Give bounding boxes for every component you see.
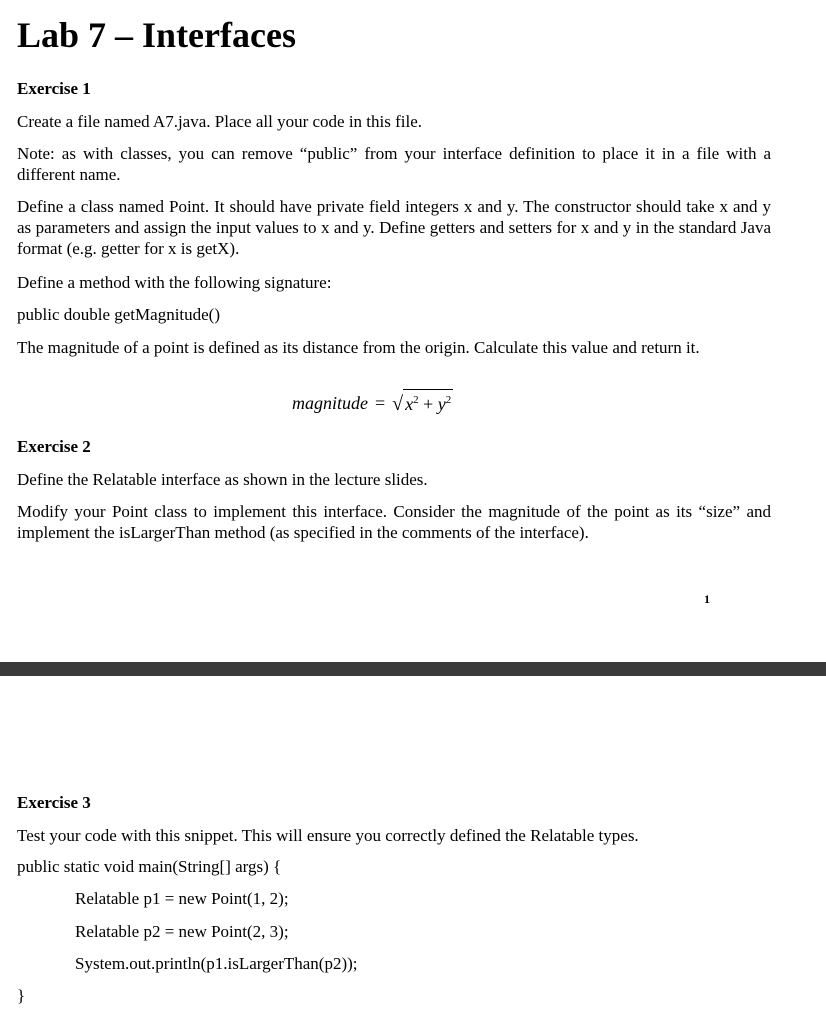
code-line-3: Relatable p2 = new Point(2, 3);: [75, 922, 289, 941]
square-root: [392, 389, 453, 414]
exercise-1-paragraph-5: The magnitude of a point is defined as its distance from the origin. Calculate this value and return it.: [17, 338, 700, 357]
formula-x: x: [405, 394, 414, 414]
code-line-4: System.out.println(p1.isLargerThan(p2));: [75, 954, 358, 973]
radicand: [403, 389, 453, 414]
exercise-2-paragraph-1: Define the Relatable interface as shown in the lecture slides.: [17, 470, 428, 489]
exercise-1-heading: Exercise 1: [17, 79, 91, 98]
document-title: Lab 7 – Interfaces: [17, 15, 296, 55]
exercise-1-paragraph-1: Create a file named A7.java. Place all your code in this file.: [17, 112, 423, 131]
code-line-2: Relatable p1 = new Point(1, 2);: [75, 889, 289, 908]
formula-y: y: [437, 394, 446, 414]
page-number: 1: [704, 592, 710, 606]
exercise-1-paragraph-3: Define a class named Point. It should have private field integers x and y. The constructor should take x and y as parameters and assign the input values to x and y. Define getters and setters for x and y in the standard Java format (e.g. getter for x is getX).: [17, 197, 771, 258]
exercise-2-paragraph-2: Modify your Point class to implement this interface. Consider the magnitude of the point as its “size” and implement the isLargerThan method (as specified in the comments of the interface).: [17, 502, 771, 542]
formula-equals: =: [375, 393, 386, 413]
formula-x-exponent: 2: [413, 394, 419, 406]
radical-sign-icon: √: [392, 393, 404, 415]
exercise-1-paragraph-2: Note: as with classes, you can remove “public” from your interface definition to place it in a file with a different name.: [17, 144, 771, 184]
formula-plus: +: [423, 394, 434, 414]
exercise-3-paragraph-1: Test your code with this snippet. This will ensure you correctly defined the Relatable types.: [17, 826, 639, 845]
formula-lhs: magnitude: [292, 393, 368, 413]
magnitude-formula: [292, 389, 453, 414]
code-line-5: }: [17, 986, 26, 1005]
formula-y-exponent: 2: [445, 394, 452, 406]
exercise-1-paragraph-4: Define a method with the following signature:: [17, 273, 332, 292]
page-separator: [0, 662, 826, 676]
exercise-3-heading: Exercise 3: [17, 793, 91, 812]
code-line-1: public static void main(String[] args) {: [17, 857, 282, 876]
exercise-2-heading: Exercise 2: [17, 437, 91, 456]
method-signature: public double getMagnitude(): [17, 305, 221, 324]
